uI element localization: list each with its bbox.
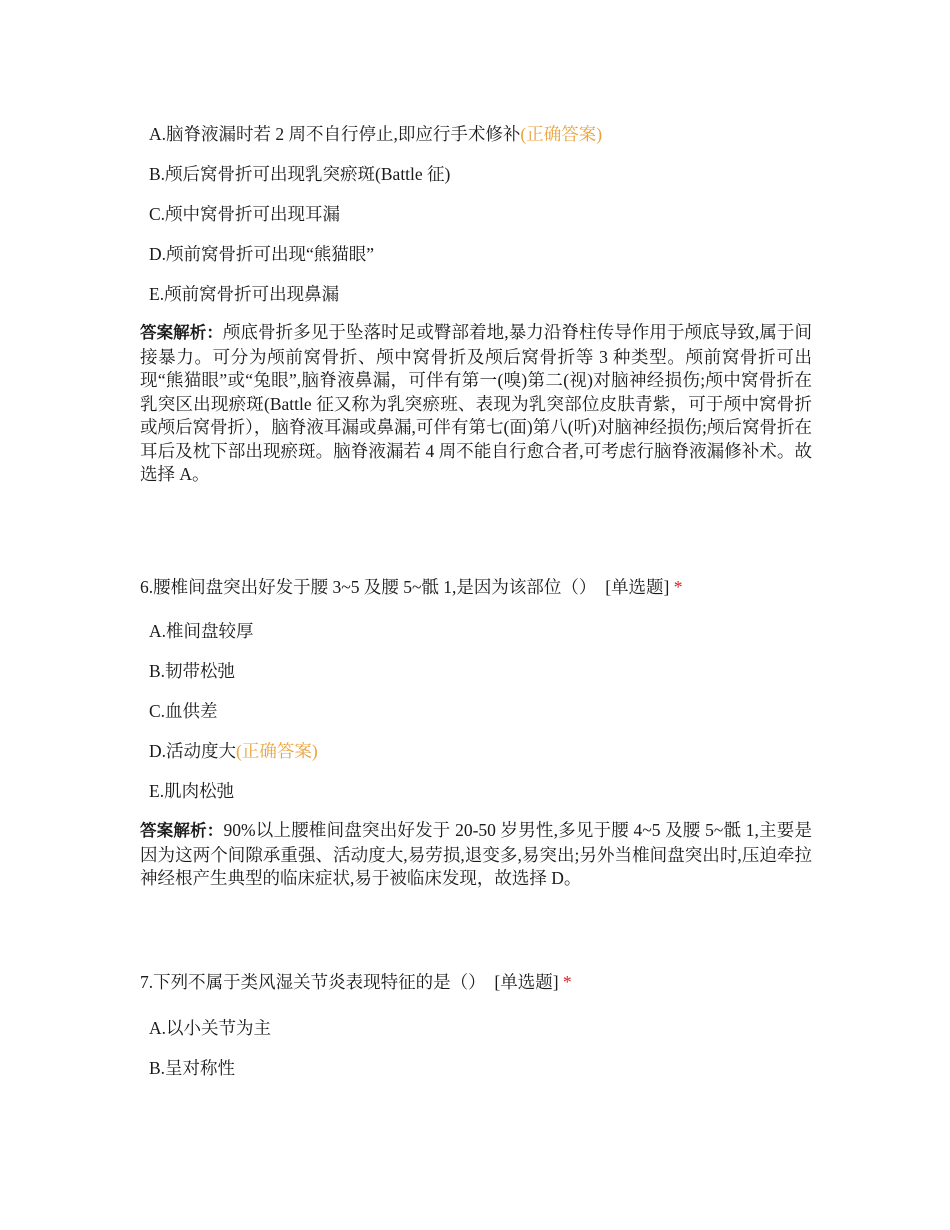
q5-option-a	[149, 122, 602, 146]
option-text: A.脑脊液漏时若 2 周不自行停止,即应行手术修补	[149, 124, 521, 144]
option-text: A.椎间盘较厚	[149, 621, 254, 641]
q6-title	[140, 575, 682, 599]
q5-option-c	[149, 202, 340, 226]
q6-explanation	[140, 819, 812, 891]
q6-option-c	[149, 699, 218, 723]
q5-explanation	[140, 321, 812, 487]
option-text: C.血供差	[149, 701, 218, 721]
required-mark: *	[673, 577, 683, 597]
explanation-label: 答案解析：	[140, 324, 223, 342]
explanation-text: 颅底骨折多见于坠落时足或臀部着地,暴力沿脊柱传导作用于颅底导致,属于间接暴力。可分为颅前窝骨折、颅中窝骨折及颅后窝骨折等 3 种类型。颅前窝骨折可出现“熊猫眼”或“兔眼”,脑脊液鼻漏，可伴有第一(嗅)第二(视)对脑神经损伤;颅中窝骨折在乳突区出现瘀斑(Battle 征又称为乳突瘀班、表现为乳突部位皮肤青紫，可于颅中窝骨折或颅后窝骨折），脑脊液耳漏或鼻漏,可伴有第七(面)第八(听)对脑神经损伤;颅后窝骨折在耳后及枕下部出现瘀斑。脑脊液漏若 4 周不能自行愈合者,可考虑行脑脊液漏修补术。故选择 A。	[140, 322, 813, 484]
correct-answer-label: (正确答案)	[236, 741, 318, 761]
q6-option-b	[149, 659, 235, 683]
correct-answer-label: (正确答案)	[520, 124, 603, 144]
q7-option-a	[149, 1016, 271, 1040]
option-text: E.颅前窝骨折可出现鼻漏	[149, 284, 340, 304]
option-text: B.呈对称性	[149, 1058, 236, 1078]
option-text: C.颅中窝骨折可出现耳漏	[149, 204, 341, 224]
option-text: B.韧带松弛	[149, 661, 236, 681]
q7-title	[140, 970, 572, 994]
question-type: [单选题]	[605, 577, 670, 597]
option-text: D.活动度大	[149, 741, 237, 761]
q5-option-b	[149, 162, 450, 186]
question-text: 7.下列不属于类风湿关节炎表现特征的是（）	[140, 972, 486, 992]
option-text: E.肌肉松弛	[149, 781, 235, 801]
q6-option-e	[149, 779, 234, 803]
q7-option-b	[149, 1056, 235, 1080]
option-text: D.颅前窝骨折可出现“熊猫眼”	[149, 244, 375, 264]
question-type: [单选题]	[494, 972, 559, 992]
q5-option-d	[149, 242, 374, 266]
q6-option-a	[149, 619, 254, 643]
question-text: 6.腰椎间盘突出好发于腰 3~5 及腰 5~骶 1,是因为该部位（）	[140, 577, 597, 597]
q5-option-e	[149, 282, 339, 306]
required-mark: *	[562, 972, 572, 992]
option-text: A.以小关节为主	[149, 1018, 272, 1038]
q6-option-d	[149, 739, 318, 763]
explanation-text: 90%以上腰椎间盘突出好发于 20-50 岁男性,多见于腰 4~5 及腰 5~骶 1,主要是因为这两个间隙承重强、活动度大,易劳损,退变多,易突出;另外当椎间盘突出时,压迫牵拉神经根产生典型的临床症状,易于被临床发现，故选择 D。	[140, 820, 813, 888]
explanation-label: 答案解析：	[140, 822, 224, 840]
option-text: B.颅后窝骨折可出现乳突瘀斑(Battle 征)	[149, 164, 451, 184]
